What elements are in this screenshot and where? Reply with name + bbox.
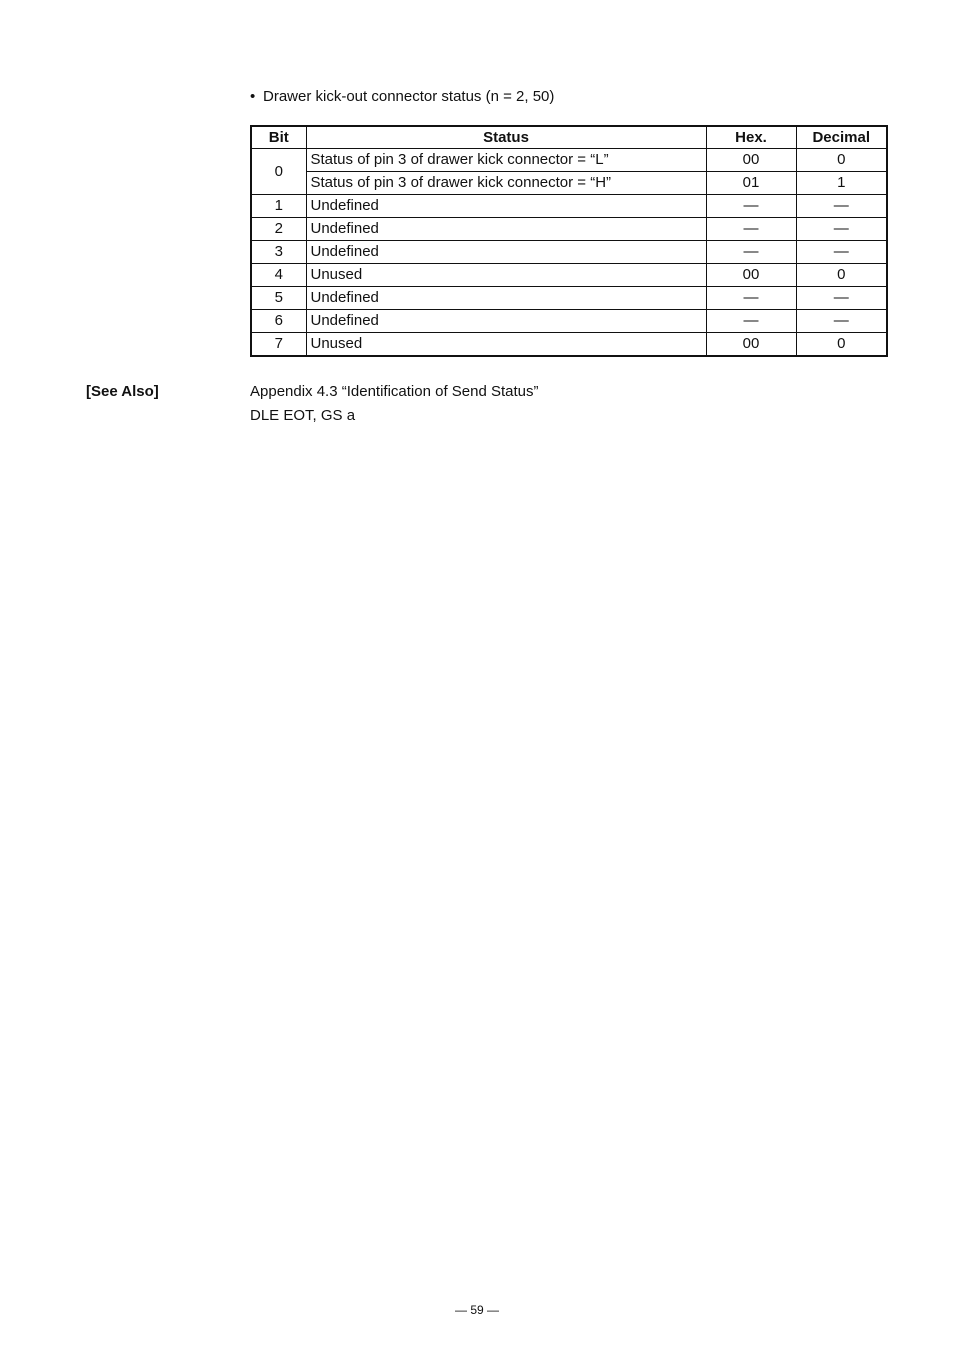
cell-status: Unused [306, 264, 706, 287]
cell-hex: — [706, 195, 796, 218]
cell-status: Unused [306, 333, 706, 357]
cell-decimal: — [796, 287, 887, 310]
cell-status: Undefined [306, 287, 706, 310]
cell-decimal: — [796, 195, 887, 218]
cell-hex: — [706, 287, 796, 310]
table-row [251, 172, 887, 195]
table-row [251, 195, 887, 218]
cell-decimal: — [796, 218, 887, 241]
cell-hex: 00 [706, 333, 796, 357]
bullet-text: Drawer kick-out connector status (n = 2, 50) [263, 88, 555, 105]
table-header-row [251, 126, 887, 149]
cell-status: Undefined [306, 310, 706, 333]
table-row [251, 218, 887, 241]
cell-hex: 00 [706, 149, 796, 172]
cell-hex: 00 [706, 264, 796, 287]
see-also-label: [See Also] [86, 383, 159, 400]
cell-hex: — [706, 310, 796, 333]
cell-status: Undefined [306, 195, 706, 218]
cell-decimal: 0 [796, 264, 887, 287]
cell-hex: — [706, 241, 796, 264]
table-row [251, 241, 887, 264]
bullet-dot: • [250, 88, 256, 105]
cell-decimal: — [796, 241, 887, 264]
cell-bit: 7 [251, 333, 306, 357]
cell-hex: 01 [706, 172, 796, 195]
cell-bit: 5 [251, 287, 306, 310]
status-table [250, 125, 888, 357]
cell-bit: 4 [251, 264, 306, 287]
table-row [251, 287, 887, 310]
table-row [251, 264, 887, 287]
cell-decimal: 0 [796, 333, 887, 357]
cell-status: Undefined [306, 218, 706, 241]
cell-bit: 6 [251, 310, 306, 333]
page-number: — 59 — [454, 1303, 499, 1317]
cell-status: Status of pin 3 of drawer kick connector = “H” [306, 172, 706, 195]
cell-decimal: 1 [796, 172, 887, 195]
table-row [251, 310, 887, 333]
header-status: Status [306, 126, 706, 149]
cell-bit: 2 [251, 218, 306, 241]
table-row [251, 149, 887, 172]
cell-decimal: — [796, 310, 887, 333]
see-also-reference: DLE EOT, GS a [250, 407, 356, 424]
cell-bit: 0 [251, 149, 306, 195]
see-also-reference: Appendix 4.3 “Identification of Send Status” [250, 383, 539, 400]
header-bit: Bit [251, 126, 306, 149]
cell-decimal: 0 [796, 149, 887, 172]
cell-bit: 1 [251, 195, 306, 218]
table-row [251, 333, 887, 357]
cell-status: Undefined [306, 241, 706, 264]
cell-bit: 3 [251, 241, 306, 264]
header-decimal: Decimal [796, 126, 887, 149]
header-hex: Hex. [706, 126, 796, 149]
cell-hex: — [706, 218, 796, 241]
bullet-item [250, 88, 554, 106]
cell-status: Status of pin 3 of drawer kick connector = “L” [306, 149, 706, 172]
